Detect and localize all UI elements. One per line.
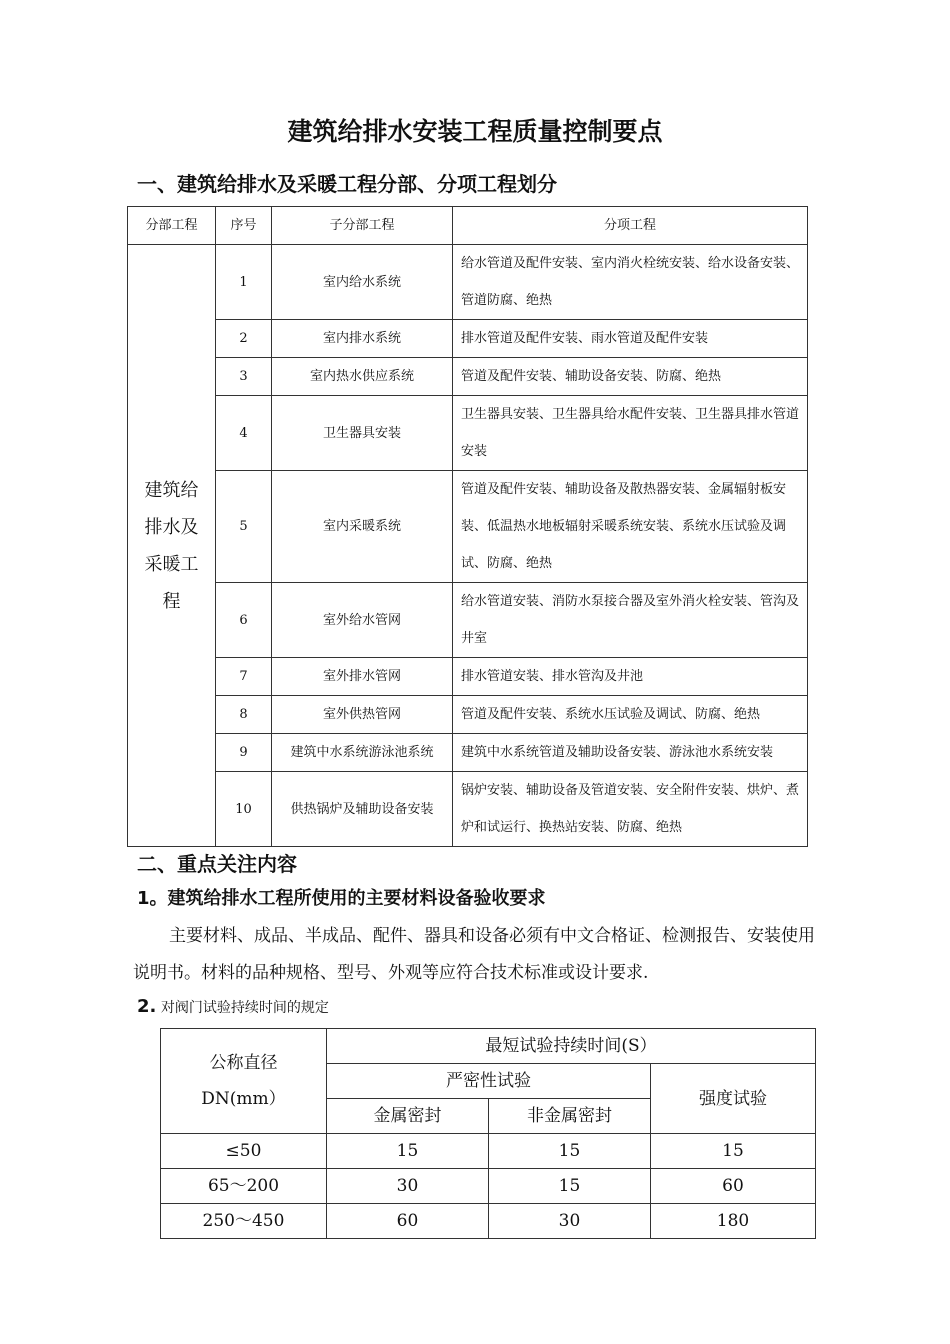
- sub-division: 供热锅炉及辅助设备安装: [272, 772, 453, 847]
- header-dn-line1: 公称直径: [209, 1053, 278, 1073]
- table-row: [161, 1169, 816, 1204]
- items-cell: 管道及配件安装、系统水压试验及调试、防腐、绝热: [453, 696, 808, 734]
- table-header-row: [128, 207, 808, 245]
- section-2-heading: 二、重点关注内容: [137, 852, 297, 876]
- table-row: [128, 583, 808, 658]
- table-row: [128, 358, 808, 396]
- row-number: 8: [216, 696, 272, 734]
- table-row: [128, 734, 808, 772]
- header-dn: [161, 1029, 327, 1134]
- row-number: 7: [216, 658, 272, 696]
- strength-cell: 15: [651, 1134, 816, 1169]
- items-cell: 给水管道安装、消防水泵接合器及室外消火栓安装、管沟及井室: [453, 583, 808, 658]
- items-cell: 卫生器具安装、卫生器具给水配件安装、卫生器具排水管道安装: [453, 396, 808, 471]
- sub-division: 室内热水供应系统: [272, 358, 453, 396]
- row-number: 4: [216, 396, 272, 471]
- dn-cell: 65～200: [161, 1169, 327, 1204]
- row-number: 10: [216, 772, 272, 847]
- header-cell: 序号: [216, 207, 272, 245]
- metal-cell: 60: [327, 1204, 489, 1239]
- table-row: [128, 320, 808, 358]
- table-row: [161, 1134, 816, 1169]
- header-cell: 子分部工程: [272, 207, 453, 245]
- items-cell: 管道及配件安装、辅助设备安装、防腐、绝热: [453, 358, 808, 396]
- division-table: [127, 206, 808, 847]
- items-cell: 建筑中水系统管道及辅助设备安装、游泳池水系统安装: [453, 734, 808, 772]
- row-number: 1: [216, 245, 272, 320]
- nonmetal-cell: 15: [489, 1169, 651, 1204]
- header-cell: 分项工程: [453, 207, 808, 245]
- metal-cell: 30: [327, 1169, 489, 1204]
- item-2-title: [137, 996, 329, 1017]
- row-number: 3: [216, 358, 272, 396]
- item-1-paragraph: 主要材料、成品、半成品、配件、器具和设备必须有中文合格证、检测报告、安装使用说明书。材料的品种规格、型号、外观等应符合技术标准或设计要求.: [133, 926, 815, 983]
- header-strength: 强度试验: [651, 1064, 816, 1134]
- sub-division: 卫生器具安装: [272, 396, 453, 471]
- dn-cell: ≤50: [161, 1134, 327, 1169]
- metal-cell: 15: [327, 1134, 489, 1169]
- items-cell: 给水管道及配件安装、室内消火栓统安装、给水设备安装、管道防腐、绝热: [453, 245, 808, 320]
- nonmetal-cell: 15: [489, 1134, 651, 1169]
- table-row: [128, 396, 808, 471]
- header-cell: 分部工程: [128, 207, 216, 245]
- header-tightness: 严密性试验: [327, 1064, 651, 1099]
- sub-division: 建筑中水系统游泳池系统: [272, 734, 453, 772]
- items-cell: 排水管道及配件安装、雨水管道及配件安装: [453, 320, 808, 358]
- dn-cell: 250～450: [161, 1204, 327, 1239]
- item-2-number: 2.: [137, 996, 157, 1017]
- items-cell: 锅炉安装、辅助设备及管道安装、安全附件安装、烘炉、煮炉和试运行、换热站安装、防腐、绝热: [453, 772, 808, 847]
- valve-test-table: [160, 1028, 816, 1239]
- table-header-row: [161, 1029, 816, 1064]
- items-cell: 管道及配件安装、辅助设备及散热器安装、金属辐射板安装、低温热水地板辐射采暖系统安装、系统水压试验及调试、防腐、绝热: [453, 471, 808, 583]
- items-cell: 排水管道安装、排水管沟及井池: [453, 658, 808, 696]
- table-row: [128, 696, 808, 734]
- nonmetal-cell: 30: [489, 1204, 651, 1239]
- page-title: 建筑给排水安装工程质量控制要点: [287, 117, 663, 146]
- row-number: 2: [216, 320, 272, 358]
- sub-division: 室外排水管网: [272, 658, 453, 696]
- header-dn-line2: DN(mm）: [201, 1089, 286, 1109]
- row-number: 5: [216, 471, 272, 583]
- table-row: [128, 772, 808, 847]
- item-1-title: 1。建筑给排水工程所使用的主要材料设备验收要求: [137, 888, 546, 909]
- sub-division: 室外给水管网: [272, 583, 453, 658]
- table-row: [128, 658, 808, 696]
- table-row: [128, 471, 808, 583]
- strength-cell: 60: [651, 1169, 816, 1204]
- sub-division: 室内采暖系统: [272, 471, 453, 583]
- group-cell: 建筑给排水及采暖工程: [128, 245, 216, 847]
- sub-division: 室外供热管网: [272, 696, 453, 734]
- row-number: 9: [216, 734, 272, 772]
- strength-cell: 180: [651, 1204, 816, 1239]
- table-row: [161, 1204, 816, 1239]
- header-metal: 金属密封: [327, 1099, 489, 1134]
- table-row: [128, 245, 808, 320]
- header-nonmetal: 非金属密封: [489, 1099, 651, 1134]
- row-number: 6: [216, 583, 272, 658]
- header-min-duration: 最短试验持续时间(S）: [327, 1029, 816, 1064]
- item-2-text: 对阀门试验持续时间的规定: [160, 1000, 329, 1016]
- sub-division: 室内给水系统: [272, 245, 453, 320]
- sub-division: 室内排水系统: [272, 320, 453, 358]
- section-1-heading: 一、建筑给排水及采暖工程分部、分项工程划分: [137, 172, 557, 196]
